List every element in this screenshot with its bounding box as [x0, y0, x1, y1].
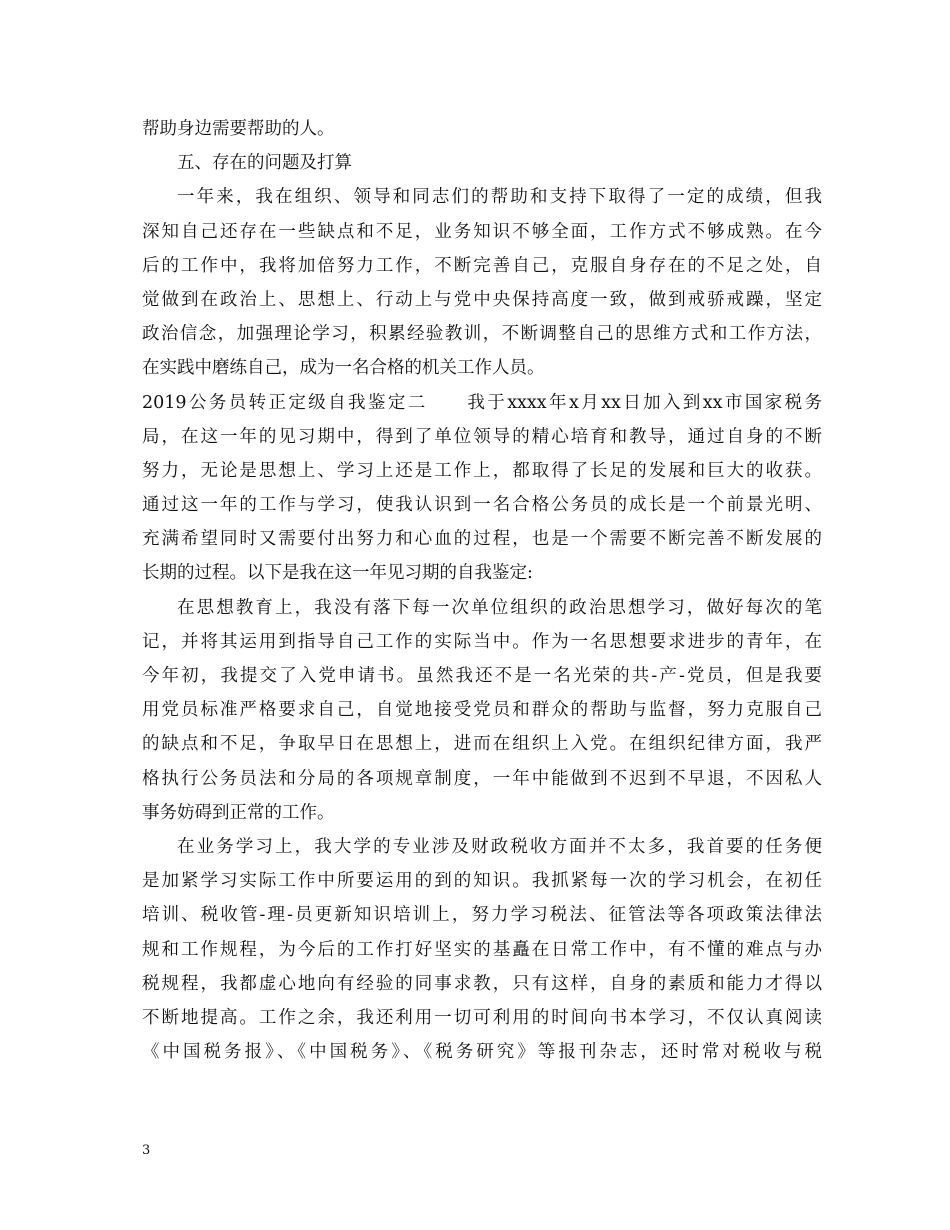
text-line: 努力，无论是思想上、学习上还是工作上，都取得了长足的发展和巨大的收获。 — [142, 460, 822, 481]
text-line: 在思想教育上，我没有落下每一次单位组织的政治思想学习，做好每次的笔 — [177, 597, 822, 618]
text-line: 《中国税务报》、《中国税务》、《税务研究》等报刊杂志，还时常对税收与税 — [142, 1042, 822, 1063]
text-line: 帮助身边需要帮助的人。 — [142, 119, 335, 139]
page-number: 3 — [142, 1143, 151, 1158]
text-line: 一年来，我在组织、领导和同志们的帮助和支持下取得了一定的成绩，但我 — [177, 187, 822, 208]
text-line: 今年初，我提交了入党申请书。虽然我还不是一名光荣的共-产-党员，但是我要 — [142, 666, 822, 686]
text-line: 在实践中磨练自己，成为一名合格的机关工作人员。 — [142, 358, 545, 379]
text-line: 规和工作规程，为今后的工作打好坚实的基矗在日常工作中，有不懂的难点与办 — [142, 939, 822, 960]
text-line: 格执行公务员法和分局的各项规章制度，一年中能做到不迟到不早退，不因私人 — [142, 768, 822, 789]
text-line: 用党员标准严格要求自己，自觉地接受党员和群众的帮助与监督，努力克服自己 — [142, 700, 822, 721]
text-line: 税规程，我都虚心地向有经验的同事求教，只有这样，自身的素质和能力才得以 — [142, 973, 822, 994]
text-line: 深知自己还存在一些缺点和不足，业务知识不够全面，工作方式不够成熟。在今 — [142, 221, 822, 242]
text-line: 长期的过程。以下是我在这一年见习期的自我鉴定: — [142, 563, 533, 584]
text-line: 觉做到在政治上、思想上、行动上与党中央保持高度一致，做到戒骄戒躁，坚定 — [142, 289, 822, 310]
text-line: 的缺点和不足，争取早日在思想上，进而在组织上入党。在组织纪律方面，我严 — [142, 734, 822, 755]
text-line: 后的工作中，我将加倍努力工作，不断完善自己，克服自身存在的不足之处，自 — [142, 255, 822, 276]
text-line: 五、存在的问题及打算 — [177, 153, 352, 174]
text-line: 在业务学习上，我大学的专业涉及财政税收方面并不太多，我首要的任务便 — [177, 836, 822, 857]
text-line: 事务妨碍到正常的工作。 — [142, 802, 335, 823]
text-line: 2019公务员转正定级自我鉴定二 我于xxxx年x月xx日加入到xx市国家税务 — [142, 392, 822, 413]
text-line: 培训、税收管-理-员更新知识培训上，努力学习税法、征管法等各项政策法律法 — [142, 905, 822, 926]
body-text — [142, 112, 822, 1069]
text-line: 记，并将其运用到指导自己工作的实际当中。作为一名思想要求进步的青年，在 — [142, 631, 822, 652]
text-line: 是加紧学习实际工作中所要运用的到的知识。我抓紧每一次的学习机会，在初任 — [142, 871, 822, 892]
text-line: 通过这一年的工作与学习，使我认识到一名合格公务员的成长是一个前景光明、 — [142, 495, 822, 516]
text-line: 充满希望同时又需要付出努力和心血的过程，也是一个需要不断完善不断发展的 — [142, 529, 822, 550]
text-line: 不断地提高。工作之余，我还利用一切可利用的时间向书本学习，不仅认真阅读 — [142, 1007, 822, 1028]
text-line: 局，在这一年的见习期中，得到了单位领导的精心培育和教导，通过自身的不断 — [142, 426, 822, 447]
text-line: 政治信念，加强理论学习，积累经验教训，不断调整自己的思维方式和工作方法， — [142, 324, 822, 345]
